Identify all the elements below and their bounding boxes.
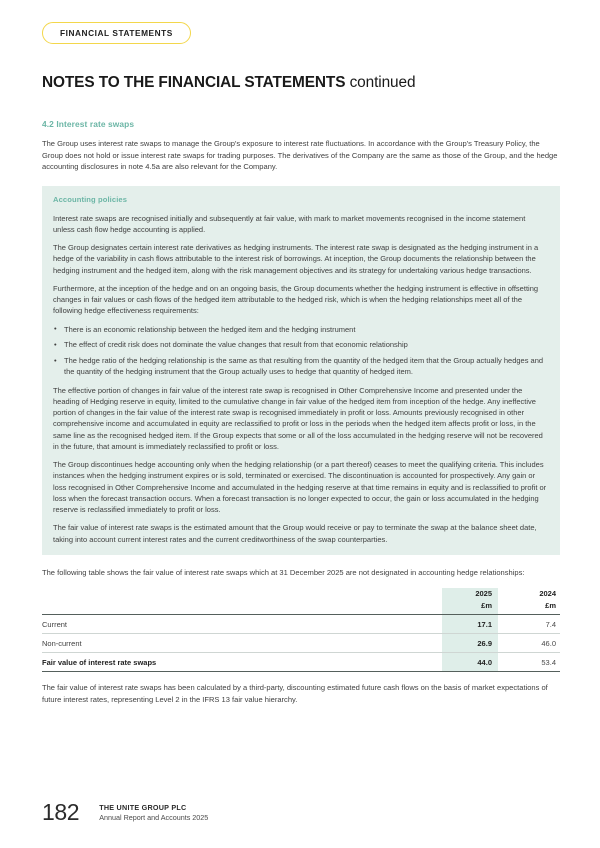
footer-report-subtitle: Annual Report and Accounts 2025 xyxy=(99,813,209,822)
table-row xyxy=(42,634,560,653)
accounting-policies-title: Accounting policies xyxy=(53,194,128,204)
row-value-2025: 26.9 xyxy=(442,634,498,653)
closing-paragraph: The fair value of interest rate swaps has been calculated by a third-party, discounting estimated future cash flows on the basis of market expectations of future interest rates, representing Level 2 in the IFRS 13 fair value hierarchy. xyxy=(42,683,548,704)
row-label: Non-current xyxy=(42,634,442,653)
table-header-row-unit xyxy=(42,601,560,615)
table-header-unit-2024: £m xyxy=(498,601,560,615)
footer-text-block xyxy=(99,803,208,824)
note-intro-paragraph: The Group uses interest rate swaps to manage the Group's exposure to interest rate fluctuations. In accordance with the Group's Treasury Policy, the Group does not hold or issue interest rate swaps for trading purposes. The derivatives of the Company are the same as those of the Group, and the hedge accounting disclosures in note 4.5a are also relevant for the Company. xyxy=(42,139,558,172)
total-row-value-2024: 53.4 xyxy=(498,653,560,672)
badge-row xyxy=(0,0,600,44)
table-row xyxy=(42,615,560,634)
page-footer xyxy=(42,801,208,824)
note-heading: 4.2 Interest rate swaps xyxy=(42,119,135,130)
footer-page-number: 182 xyxy=(42,799,80,825)
footer-company-name: THE UNITE GROUP PLC xyxy=(99,803,187,812)
page-title xyxy=(42,74,600,92)
policy-paragraph-4: The effective portion of changes in fair value of the interest rate swap is recognised in Other Comprehensive Income and presented under the heading of Hedging reserve in equity, limited to the cumulative change in fair value of the hedged item from inception of the hedge. Any ineffective portion of changes in the fair value of the interest rate swap is recognised immediately in profit or loss. Amounts previously recognised in other comprehensive income and accumulated in equity are reclassified to profit or loss in the periods when the hedged item affects profit or loss, in the same line as the recognised hedged item. If the Group expects that some or all of the loss accumulated in the hedging reserve will not be recovered in the future, that amount is immediately reclassified to profit or loss. xyxy=(53,385,543,451)
fair-value-table xyxy=(42,588,560,672)
row-value-2024: 7.4 xyxy=(498,615,560,634)
policy-paragraph-5: The Group discontinues hedge accounting only when the hedging relationship (or a part thereof) ceases to meet the qualifying criteria. This includes instances when the hedging instrument expires or is sold, terminated or exercised. The discontinuation is accounted for prospectively. Any gain or loss recognised in Other Comprehensive Income and accumulated in the hedging reserve at that time remains in equity and is reclassified to profit or loss when the forecast transaction occurs. When a forecast transaction is no longer expected to occur, the gain or loss accumulated in the hedging reserve is reclassified immediately to profit or loss. xyxy=(53,460,547,515)
table-header-row-year xyxy=(42,588,560,601)
page-title-strong: NOTES TO THE FINANCIAL STATEMENTS xyxy=(42,74,346,92)
list-item: • There is an economic relationship between the hedged item and the hedging instrument xyxy=(53,324,549,335)
table-total-row xyxy=(42,653,560,672)
hedge-effectiveness-bullet-list xyxy=(53,324,549,378)
policy-paragraph-1: Interest rate swaps are recognised initially and subsequently at fair value, with mark to market movements recognised in the income statement unless cash flow hedge accounting is applied. xyxy=(53,213,526,234)
list-item: • The hedge ratio of the hedging relationship is the same as that resulting from the quantity of the hedged item that the Group actually hedges and the quantity of the hedging instrument that the Group actually uses to hedge that quantity of hedged item. xyxy=(53,355,549,378)
table-header-unit-2025: £m xyxy=(442,601,498,615)
row-label: Current xyxy=(42,615,442,634)
list-item: • The effect of credit risk does not dominate the value changes that result from that economic relationship xyxy=(53,339,549,350)
table-header-2025: 2025 xyxy=(475,589,492,599)
table-header-blank xyxy=(42,588,442,601)
table-header-unit-blank xyxy=(42,601,442,615)
table-head xyxy=(42,588,560,615)
policy-paragraph-3: Furthermore, at the inception of the hedge and on an ongoing basis, the Group documents whether the hedging instrument is effective in offsetting changes in fair values or cash flows of the hedged item attributable to the hedged risk, which is when the hedging relationships meet all of the following hedge effectiveness requirements: xyxy=(53,283,539,316)
policy-paragraph-2: The Group designates certain interest rate derivatives as hedging instruments. The interest rate swap is designated as the hedging instrument in a hedge of the variability in cash flows attributable to the interest risk of borrowings. At inception, the Group documents the relationship between the hedging instrument and the hedged item, along with the risk management objectives and its strategy for undertaking various hedge transactions. xyxy=(53,243,539,275)
table-body xyxy=(42,615,560,672)
row-value-2024: 46.0 xyxy=(498,634,560,653)
total-row-label: Fair value of interest rate swaps xyxy=(42,653,442,672)
section-badge: FINANCIAL STATEMENTS xyxy=(42,22,191,44)
accounting-policies-box xyxy=(42,186,560,555)
table-lead-in-text: The following table shows the fair value of interest rate swaps which at 31 December 2025 are not designated in accounting hedge relationships: xyxy=(42,567,525,577)
row-value-2025: 17.1 xyxy=(442,615,498,634)
total-row-value-2025: 44.0 xyxy=(442,653,498,672)
policy-paragraph-6: The fair value of interest rate swaps is the estimated amount that the Group would receive or pay to terminate the swap at the balance sheet date, taking into account current interest rates and the current creditworthiness of the swap counterparties. xyxy=(53,523,537,544)
page-title-continued: continued xyxy=(349,74,416,92)
fair-value-table-wrapper xyxy=(42,588,560,672)
table-header-2024: 2024 xyxy=(539,589,556,599)
